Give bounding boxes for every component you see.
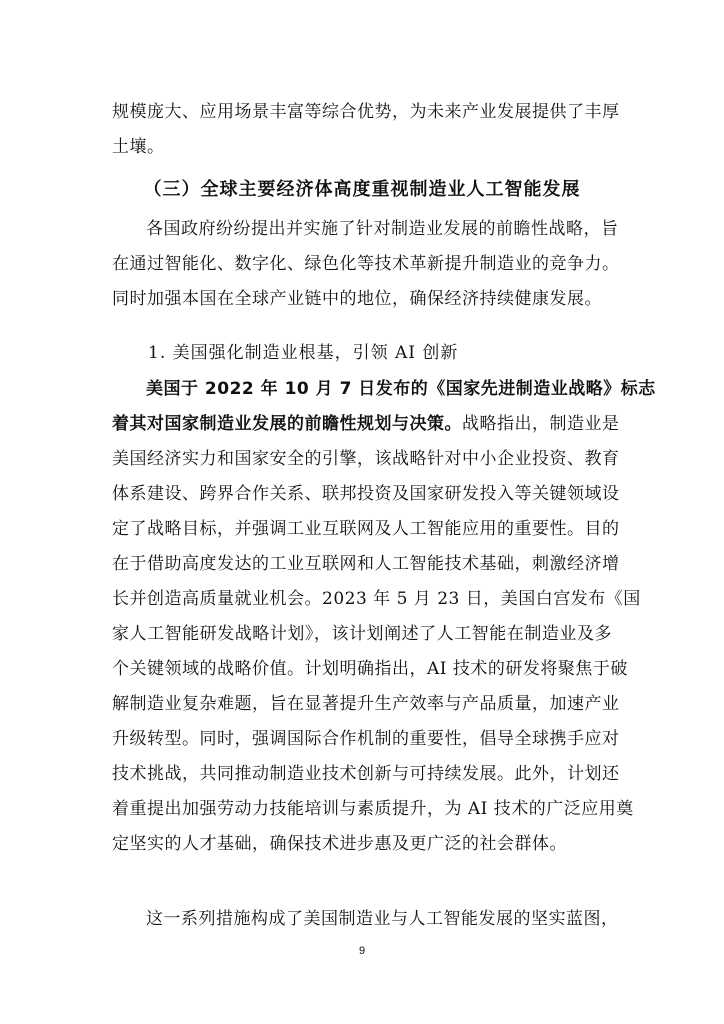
bold-text-line: 美国于 2022 年 10 月 7 日发布的《国家先进制造业战略》标志 (146, 379, 656, 399)
text-line: 家人工智能研发战略计划》，该计划阐述了人工智能在制造业及多 (112, 624, 612, 644)
text-line: 升级转型。同时，强调国际合作机制的重要性，倡导全球携手应对 (112, 729, 620, 749)
mixed-text-line (112, 407, 620, 442)
text-line: 这一系列措施构成了美国制造业与人工智能发展的坚实蓝图， (146, 909, 619, 929)
paragraph-summary (112, 902, 619, 937)
bold-text-span: 着其对国家制造业发展的前瞻性规划与决策。 (112, 414, 462, 434)
text-line: 定坚实的人才基础，确保技术进步惠及更广泛的社会群体。 (112, 834, 567, 854)
text-line: 技术挑战，共同推动制造业技术创新与可持续发展。此外，计划还 (112, 764, 620, 784)
text-line: 解制造业复杂难题，旨在显著提升生产效率与产品质量，加速产业 (112, 694, 620, 714)
text-line: 在通过智能化、数字化、绿色化等技术革新提升制造业的竞争力。 (112, 254, 620, 274)
text-line: 个关键领域的战略价值。计划明确指出，AI 技术的研发将聚焦于破 (112, 659, 628, 679)
text-line: 各国政府纷纷提出并实施了针对制造业发展的前瞻性战略，旨 (146, 219, 619, 239)
text-line: 定了战略目标，并强调工业互联网及人工智能应用的重要性。目的 (112, 519, 620, 539)
text-span: 战略指出，制造业是 (462, 414, 620, 434)
text-line: 体系建设、跨界合作关系、联邦投资及国家研发投入等关键领域设 (112, 484, 620, 504)
subsection-heading: 1. 美国强化制造业根基，引领 AI 创新 (148, 343, 459, 363)
paragraph-continued (112, 95, 620, 165)
text-line: 美国经济实力和国家安全的引擎，该战略针对中小企业投资、教育 (112, 449, 620, 469)
paragraph-us-strategy (112, 372, 656, 862)
text-line: 着重提出加强劳动力技能培训与素质提升，为 AI 技术的广泛应用奠 (112, 799, 634, 819)
text-line: 规模庞大、应用场景丰富等综合优势，为未来产业发展提供了丰厚 (112, 102, 620, 122)
text-line: 在于借助高度发达的工业互联网和人工智能技术基础，刺激经济增 (112, 554, 620, 574)
text-line: 土壤。 (112, 137, 165, 157)
page-number: 9 (358, 945, 366, 957)
paragraph-intro (112, 212, 620, 317)
section-heading: （三）全球主要经济体高度重视制造业人工智能发展 (143, 179, 581, 200)
text-line: 同时加强本国在全球产业链中的地位，确保经济持续健康发展。 (112, 289, 602, 309)
text-line: 长并创造高质量就业机会。2023 年 5 月 23 日，美国白宫发布《国 (112, 589, 641, 609)
